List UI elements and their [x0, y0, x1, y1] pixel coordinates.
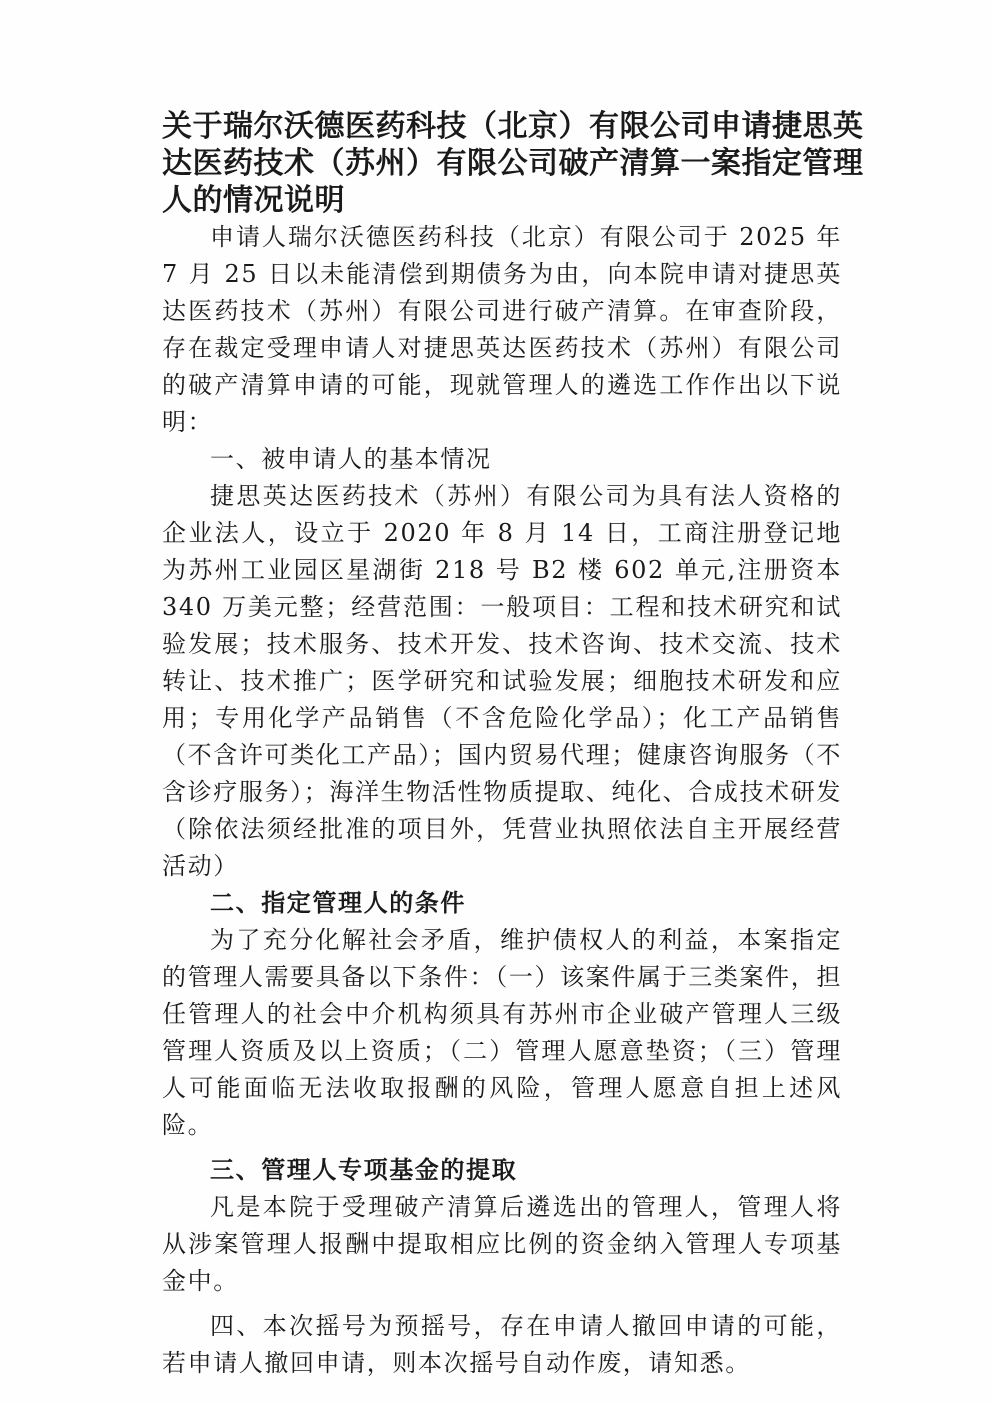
section-2-heading: 二、指定管理人的条件	[210, 889, 466, 917]
spacer	[162, 1144, 842, 1152]
intro-paragraph: 申请人瑞尔沃德医药科技（北京）有限公司于 2025 年 7 月 25 日以未能清偿到期债务为由，向本院申请对捷思英达医药技术（苏州）有限公司进行破产清算。在审查阶段，存在裁定受理申请人对捷思英达医药技术（苏州）有限公司的破产清算申请的可能，现就管理人的遴选工作作出以下说明：	[162, 223, 842, 436]
title-line-2: 达医药技术（苏州）有限公司破产清算一案指定管理	[162, 146, 864, 181]
document-title	[162, 108, 864, 219]
section-4-paragraph: 四、本次摇号为预摇号，存在申请人撤回申请的可能，若申请人撤回申请，则本次摇号自动作废，请知悉。	[162, 1312, 842, 1377]
document-body	[162, 219, 842, 1382]
section-1-paragraph: 捷思英达医药技术（苏州）有限公司为具有法人资格的企业法人，设立于 2020 年 8 月 14 日，工商注册登记地为苏州工业园区星湖街 218 号 B2 楼 602 单元,注册资本 340 万美元整；经营范围：一般项目：工程和技术研究和试验发展；技术服务、技术开发、技术咨询、技术交流、技术转让、技术推广；医学研究和试验发展；细胞技术研发和应用；专用化学产品销售（不含危险化学品）；化工产品销售（不含许可类化工产品）；国内贸易代理；健康咨询服务（不含诊疗服务）；海洋生物活性物质提取、纯化、合成技术研发（除依法须经批准的项目外，凭营业执照依法自主开展经营活动）	[162, 482, 842, 880]
section-3-paragraph: 凡是本院于受理破产清算后遴选出的管理人，管理人将从涉案管理人报酬中提取相应比例的资金纳入管理人专项基金中。	[162, 1193, 842, 1295]
title-line-3: 人的情况说明	[162, 183, 345, 218]
section-1-heading: 一、被申请人的基本情况	[210, 445, 492, 473]
spacer	[162, 1300, 842, 1308]
title-line-1: 关于瑞尔沃德医药科技（北京）有限公司申请捷思英	[162, 109, 864, 144]
section-2-paragraph: 为了充分化解社会矛盾，维护债权人的利益，本案指定的管理人需要具备以下条件：（一）该案件属于三类案件，担任管理人的社会中介机构须具有苏州市企业破产管理人三级管理人资质及以上资质；（二）管理人愿意垫资；（三）管理人可能面临无法收取报酬的风险，管理人愿意自担上述风险。	[162, 926, 842, 1139]
section-3-heading: 三、管理人专项基金的提取	[210, 1156, 518, 1184]
document-content	[162, 108, 864, 1382]
